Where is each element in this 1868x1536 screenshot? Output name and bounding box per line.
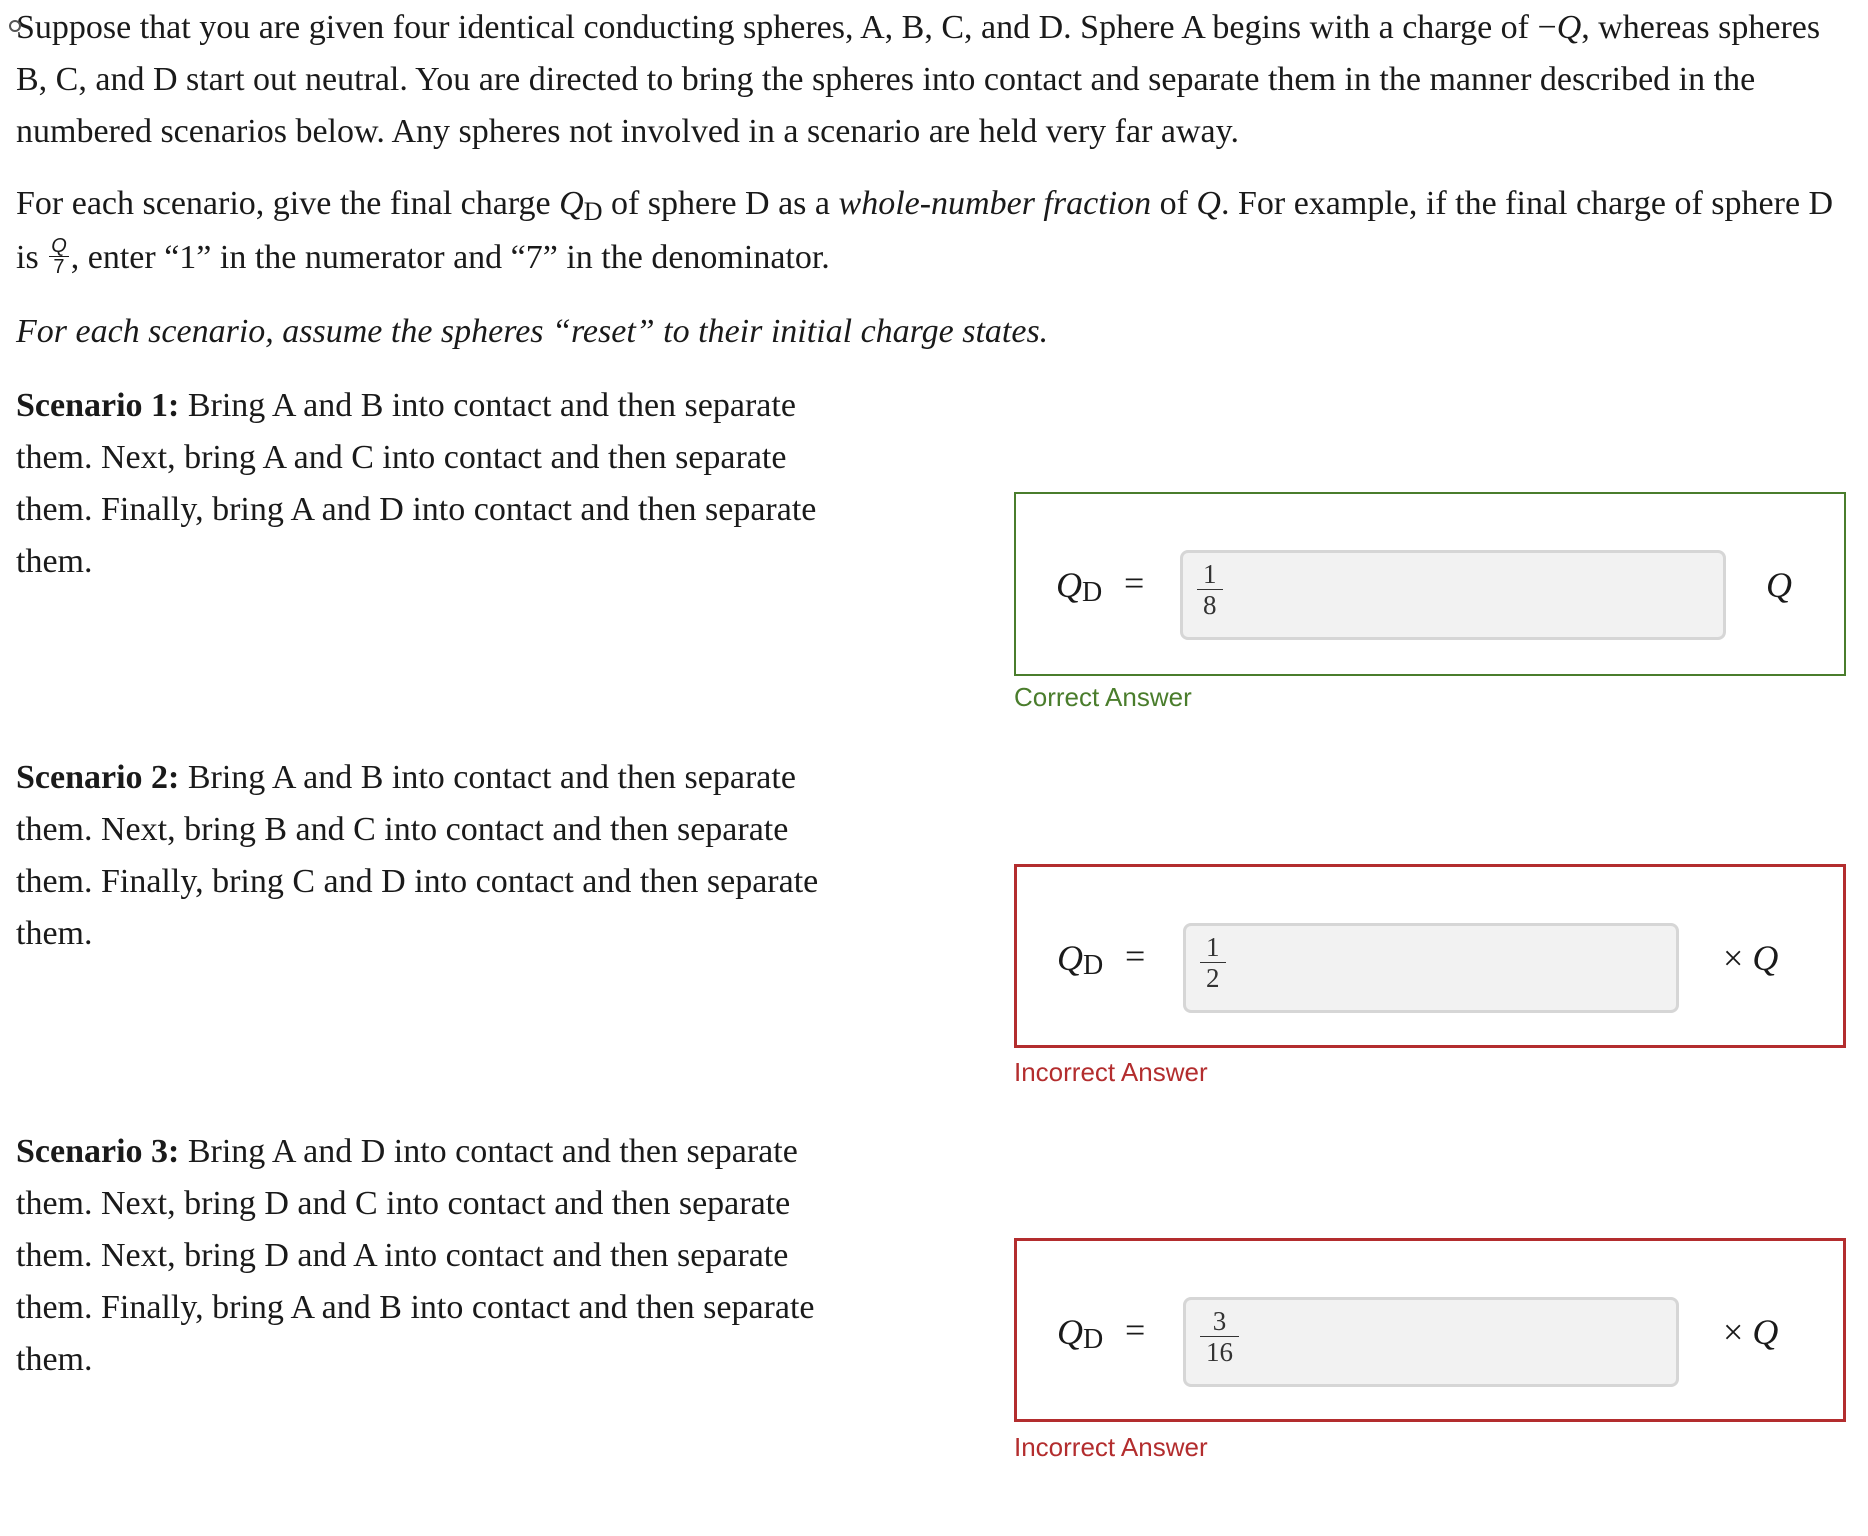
intro-text-2: , whereas spheres B, C, and D start out neutral. You are directed to bring the spheres into contact and separate them in the manner described in the numbered scenarios below. Any spheres not involved in a scenario are held very far away.	[16, 9, 1821, 150]
scenario-1-fraction-field[interactable]	[1180, 550, 1726, 640]
scenario-3-fraction	[1200, 1306, 1239, 1367]
scenario-1-answer-box	[1014, 492, 1846, 676]
instructions-text-5: , enter “1” in the numerator and “7” in the denominator.	[70, 239, 830, 276]
scenario-3-title: Scenario 3:	[16, 1133, 180, 1170]
intro-text-1: Suppose that you are given four identical conducting spheres, A, B, C, and D. Sphere A begins with a charge of −	[16, 9, 1557, 46]
instructions-text-1: For each scenario, give the final charge	[16, 185, 560, 222]
scenario-3-description: Bring A and D into contact and then separate them. Next, bring D and C into contact and then separate them. Next, bring D and A into contact and then separate them. Finally, bring A and B into contact and then separate them.	[16, 1133, 815, 1378]
scenario-2-answer-box	[1014, 864, 1846, 1048]
scenario-2-numerator-input[interactable]: 1	[1200, 932, 1226, 963]
scenario-1-denominator-input[interactable]: 8	[1203, 590, 1217, 620]
scenario-1-unit: Q	[1766, 565, 1792, 605]
scenario-2-unit: × Q	[1723, 938, 1779, 978]
qd-sub: D	[583, 197, 603, 226]
scenario-2-feedback: Incorrect Answer	[1014, 1057, 1208, 1087]
scenario-1-numerator-input[interactable]: 1	[1197, 559, 1223, 590]
scenario-2-equals: =	[1125, 936, 1146, 976]
scenario-3-numerator-input[interactable]: 3	[1200, 1306, 1239, 1337]
instructions	[16, 178, 1846, 284]
reset-note: For each scenario, assume the spheres “reset” to their initial charge states.	[16, 313, 1049, 350]
instructions-emphasis: whole-number fraction	[838, 185, 1152, 222]
bullet-icon	[9, 20, 21, 32]
scenario-1-description: Bring A and B into contact and then separate them. Next, bring A and C into contact and then separate them. Finally, bring A and D into contact and then separate them.	[16, 387, 817, 580]
scenario-2-fraction	[1200, 932, 1226, 993]
scenario-3-text	[16, 1126, 866, 1386]
instructions-text-2: of sphere D as a	[602, 185, 839, 222]
scenario-1-title: Scenario 1:	[16, 387, 180, 424]
scenario-3-answer-box	[1014, 1238, 1846, 1422]
scenario-1-text	[16, 380, 866, 588]
scenario-3-qd-label: QD	[1057, 1312, 1104, 1355]
scenario-2-fraction-field[interactable]	[1183, 923, 1679, 1013]
qd-var: Q	[559, 185, 584, 222]
scenario-1-fraction	[1197, 559, 1223, 620]
scenario-3-equals: =	[1125, 1310, 1146, 1350]
intro-q-var: Q	[1556, 9, 1582, 46]
scenario-1-qd-label: QD	[1056, 565, 1103, 608]
scenario-1-feedback: Correct Answer	[1014, 682, 1192, 712]
scenario-3-fraction-field[interactable]	[1183, 1297, 1679, 1387]
scenario-3-feedback: Incorrect Answer	[1014, 1432, 1208, 1462]
scenario-1-equals: =	[1124, 563, 1145, 603]
scenario-3-unit: × Q	[1723, 1312, 1779, 1352]
example-numerator: Q	[51, 234, 67, 257]
scenario-2-title: Scenario 2:	[16, 759, 180, 796]
scenario-2-denominator-input[interactable]: 2	[1206, 963, 1220, 993]
scenario-2-description: Bring A and B into contact and then separate them. Next, bring B and C into contact and then separate them. Finally, bring C and D into contact and then separate them.	[16, 759, 819, 952]
example-denominator: 7	[53, 255, 65, 278]
example-fraction	[49, 236, 69, 277]
scenario-3-denominator-input[interactable]: 16	[1206, 1337, 1233, 1367]
scenario-2-qd-label: QD	[1057, 938, 1104, 981]
problem-intro	[16, 2, 1846, 158]
scenario-2-text	[16, 752, 866, 960]
instructions-text-3: of	[1151, 185, 1197, 222]
q-var: Q	[1196, 185, 1221, 222]
instructions-text-4: . For example, if the final charge of sphere D is	[16, 185, 1834, 276]
